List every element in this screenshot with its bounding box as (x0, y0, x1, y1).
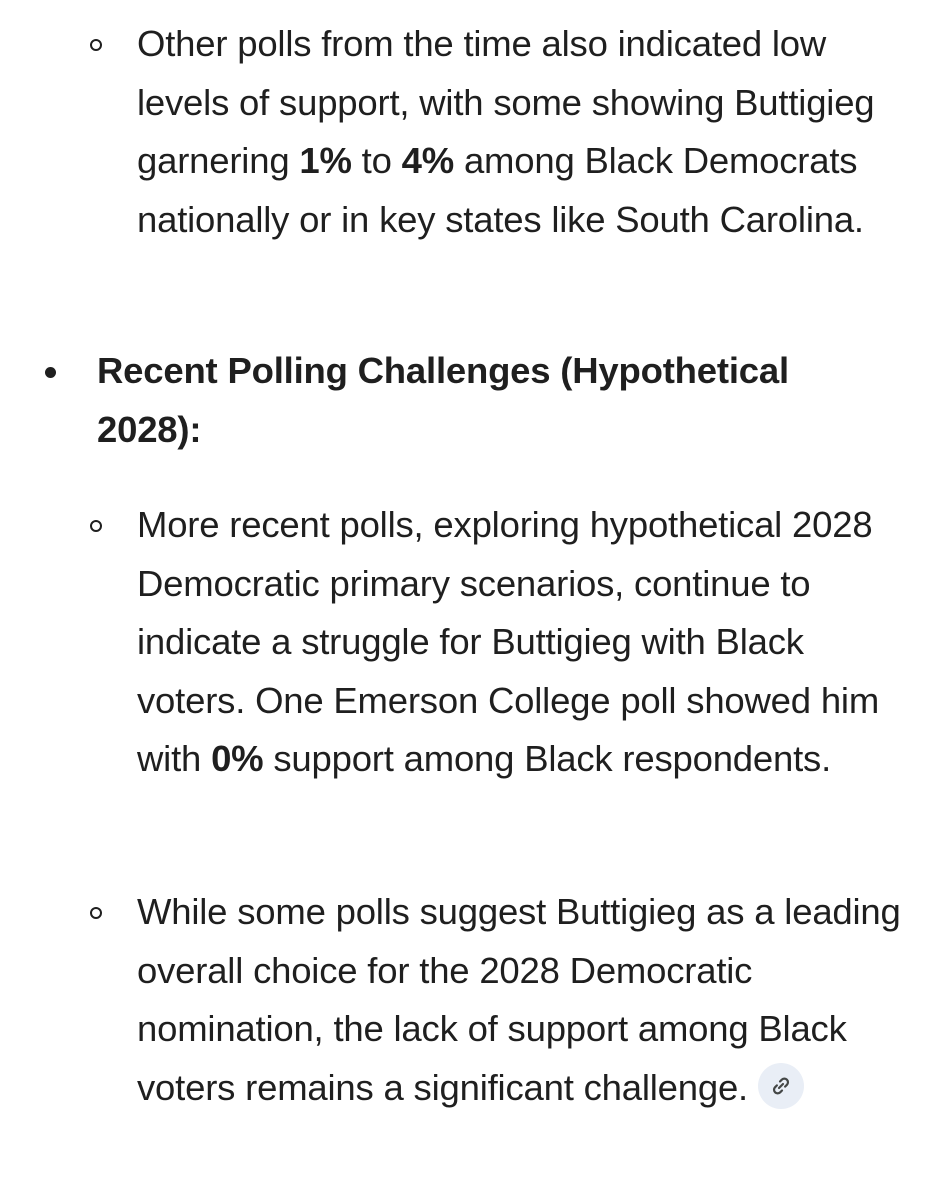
text-segment: support among Black respondents. (263, 738, 832, 779)
list-item-text (137, 883, 912, 1117)
hollow-bullet-icon (90, 520, 102, 532)
text-segment: to (351, 140, 402, 181)
hollow-bullet-icon (90, 907, 102, 919)
filled-bullet-icon (45, 367, 56, 378)
stat-bold: 4% (401, 140, 455, 181)
text-segment: While some polls suggest Buttigieg as a leading overall choice for the 2028 Democratic nomination, the lack of support among Black voters remains a significant challenge. (137, 891, 901, 1108)
source-link-button[interactable] (758, 1063, 804, 1109)
hollow-bullet-icon (90, 39, 102, 51)
stat-bold: 0% (211, 738, 264, 779)
text-segment: Other polls from the time also indicated low levels of support, with some showing Buttigieg garnering (137, 23, 875, 181)
section-heading: Recent Polling Challenges (Hypothetical 2028): (97, 350, 789, 450)
text-segment: among Black Democrats nationally or in key states like South Carolina. (137, 140, 864, 240)
list-item-text (137, 496, 912, 789)
link-icon (769, 1074, 793, 1098)
text-segment: More recent polls, exploring hypothetical 2028 Democratic primary scenarios, continue to indicate a struggle for Buttigieg with Black voters. One Emerson College poll showed him with (137, 504, 880, 779)
list-item-text (137, 15, 912, 249)
stat-bold: 1% (299, 140, 352, 181)
